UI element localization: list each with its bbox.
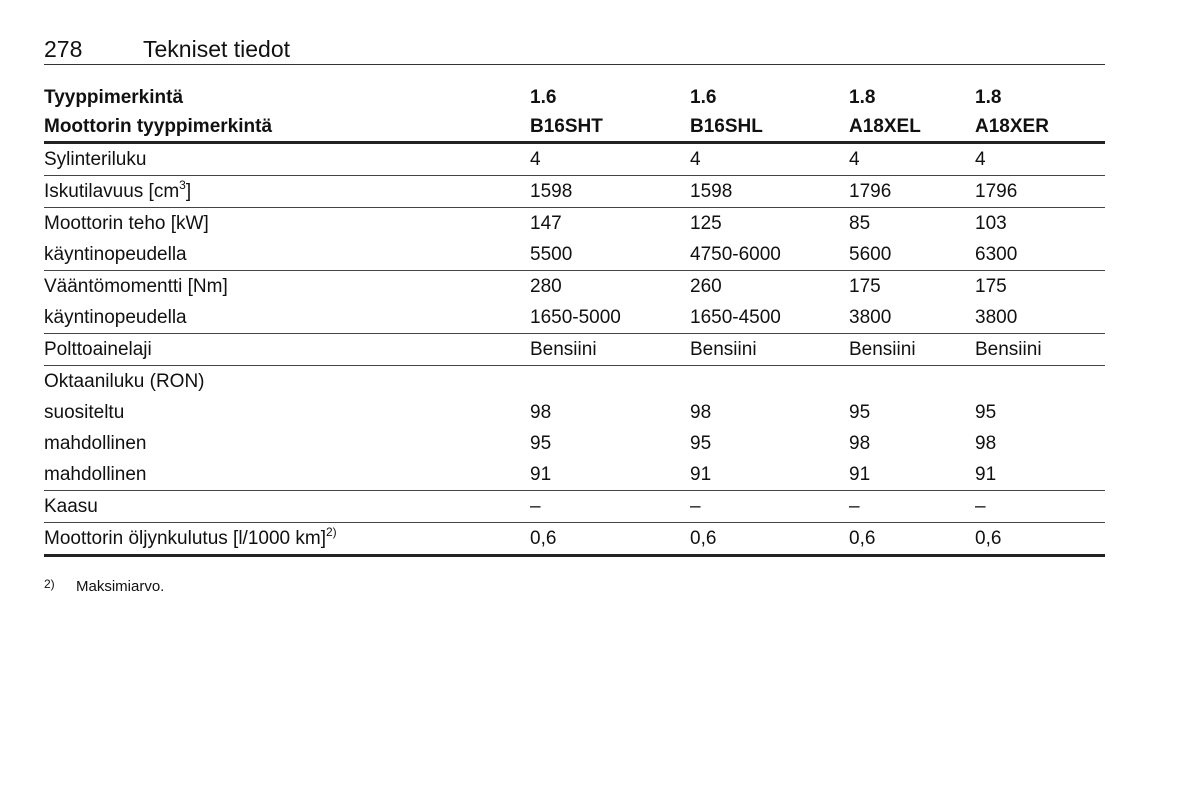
table-cell: 95 [975, 401, 997, 423]
table-cell: 98 [975, 432, 997, 454]
header-cell: 1.8 [975, 86, 1002, 108]
table-cell: 98 [690, 401, 712, 423]
row-label: Sylinteriluku [44, 143, 530, 176]
header-cell: Moottorin tyyppimerkintä [44, 112, 530, 143]
table-cell: 0,6 [975, 523, 1105, 556]
table-cell: 260 [690, 275, 722, 297]
table-cell: 95 [530, 432, 552, 454]
footnote-mark: 2) [44, 577, 55, 591]
table-cell: 4 [530, 143, 690, 176]
row-label-suffix: ] [185, 180, 192, 202]
table-row [44, 271, 1105, 303]
table-cell: 1796 [975, 176, 1105, 208]
table-cell: 85 [849, 212, 871, 234]
table-cell [849, 366, 975, 398]
table-cell: – [849, 491, 975, 523]
table-cell: 6300 [975, 239, 1105, 271]
header-cell: 1.6 [530, 86, 557, 108]
table-cell: 1650-4500 [690, 302, 849, 334]
header-cell: A18XEL [849, 112, 975, 143]
row-label: Oktaaniluku (RON) [44, 370, 205, 392]
page-header [44, 30, 1105, 65]
table-row [44, 176, 1105, 208]
table-cell: 4750-6000 [690, 239, 849, 271]
table-cell: 1796 [849, 176, 975, 208]
header-cell: Tyyppimerkintä [44, 86, 184, 108]
row-label: suositeltu [44, 401, 125, 423]
table-header-row [44, 83, 1105, 112]
table-row [44, 239, 1105, 271]
row-label: Vääntömomentti [Nm] [44, 275, 228, 297]
table-cell: 3800 [975, 302, 1105, 334]
row-label: mahdollinen [44, 459, 530, 491]
table-cell: 98 [530, 401, 552, 423]
table-cell: 91 [690, 459, 849, 491]
row-label: Kaasu [44, 491, 530, 523]
table-cell [530, 366, 690, 398]
table-row [44, 428, 1105, 459]
engine-spec-table [44, 83, 1105, 557]
footnote [44, 578, 164, 595]
table-cell: 280 [530, 275, 562, 297]
table-cell: – [975, 491, 1105, 523]
row-label [44, 523, 530, 556]
table-cell: 1650-5000 [530, 302, 690, 334]
table-cell: 5600 [849, 239, 975, 271]
header-cell: B16SHT [530, 112, 690, 143]
row-label: käyntinopeudella [44, 302, 530, 334]
table-cell [690, 366, 849, 398]
table-cell: – [530, 491, 690, 523]
table-row [44, 143, 1105, 176]
table-cell: 175 [849, 275, 881, 297]
table-cell: 5500 [530, 239, 690, 271]
table-row [44, 208, 1105, 240]
table-row [44, 523, 1105, 556]
header-cell: 1.6 [690, 86, 717, 108]
table-row [44, 334, 1105, 366]
superscript: 3 [179, 177, 186, 192]
table-cell: Bensiini [690, 334, 849, 366]
table-cell: – [690, 491, 849, 523]
table-cell: Bensiini [530, 334, 690, 366]
table-cell: 0,6 [530, 523, 690, 556]
table-row [44, 491, 1105, 523]
footnote-text: Maksimiarvo. [76, 578, 165, 595]
page-number: 278 [44, 36, 83, 62]
table-cell: 125 [690, 212, 722, 234]
header-cell: B16SHL [690, 112, 849, 143]
table-cell: Bensiini [975, 334, 1105, 366]
table-cell: Bensiini [849, 334, 975, 366]
table-cell: 175 [975, 275, 1007, 297]
table-cell: 1598 [690, 176, 849, 208]
table-cell: 95 [690, 432, 712, 454]
table-cell: 95 [849, 401, 871, 423]
table-cell: 91 [530, 459, 690, 491]
header-cell: 1.8 [849, 86, 876, 108]
table-row [44, 459, 1105, 491]
row-label: Polttoainelaji [44, 334, 530, 366]
table-row [44, 302, 1105, 334]
row-label [44, 176, 530, 208]
table-cell: 1598 [530, 176, 690, 208]
table-cell: 147 [530, 212, 562, 234]
table-cell: 3800 [849, 302, 975, 334]
row-label: käyntinopeudella [44, 239, 530, 271]
table-cell: 0,6 [690, 523, 849, 556]
table-cell: 4 [690, 143, 849, 176]
table-cell: 103 [975, 212, 1007, 234]
table-cell: 4 [975, 143, 1105, 176]
row-label: Moottorin teho [kW] [44, 212, 209, 234]
table-cell [975, 366, 1105, 398]
table-row [44, 397, 1105, 428]
footnote-reference: 2) [325, 524, 337, 539]
table-header-row [44, 112, 1105, 143]
table-cell: 4 [849, 143, 975, 176]
header-cell: A18XER [975, 112, 1105, 143]
table-row [44, 366, 1105, 398]
row-label-text: Iskutilavuus [cm [44, 180, 180, 202]
table-cell: 91 [975, 459, 1105, 491]
table-cell: 91 [849, 459, 975, 491]
row-label: mahdollinen [44, 432, 147, 454]
table-cell: 98 [849, 432, 871, 454]
section-title: Tekniset tiedot [143, 36, 291, 62]
row-label-text: Moottorin öljynkulutus [l/1000 km] [44, 527, 326, 549]
table-cell: 0,6 [849, 523, 975, 556]
